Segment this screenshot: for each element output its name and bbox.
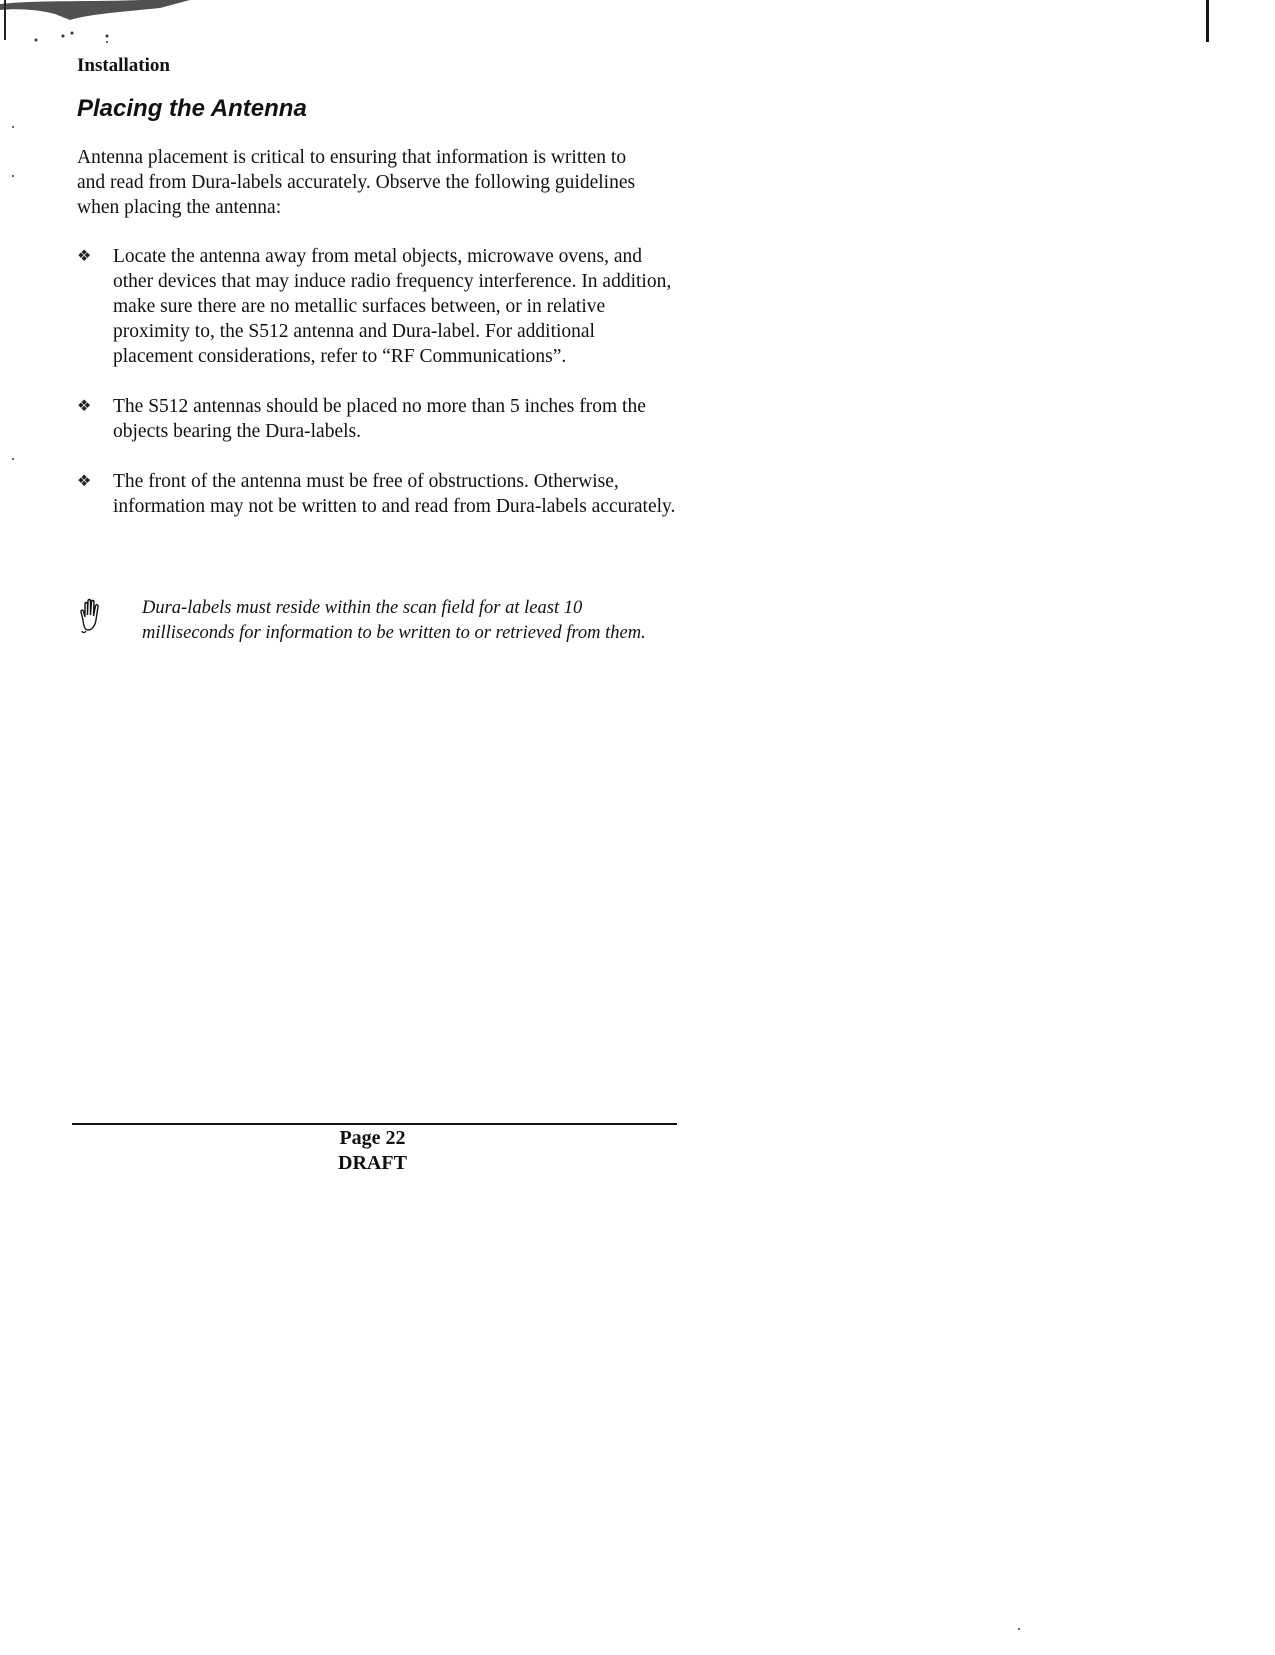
scan-right-edge <box>1206 0 1209 42</box>
scan-speck <box>12 126 14 128</box>
intro-paragraph: Antenna placement is critical to ensuring that information is written to and read from Dura-labels accurately. Observe the following guidelines when placing the antenna: <box>77 147 636 218</box>
scan-speck <box>12 175 14 177</box>
list-item <box>77 469 677 519</box>
footer-divider <box>72 1123 677 1125</box>
diamond-bullet-icon: ❖ <box>77 248 92 265</box>
draft-label: DRAFT <box>338 1152 407 1174</box>
bullet-text: Locate the antenna away from metal objects, microwave ovens, and other devices that may induce radio frequency interference. In addition, make sure there are no metallic surfaces between, or in relative proximity to, the S512 antenna and Dura-label. For additional placement considerations, refer to “RF Communications”. <box>113 246 672 367</box>
list-item <box>77 394 677 444</box>
diamond-bullet-icon: ❖ <box>77 398 92 415</box>
guideline-list <box>77 244 677 544</box>
page-number: Page 22 <box>339 1127 406 1149</box>
note-text: Dura-labels must reside within the scan field for at least 10 milliseconds for information to be written to or retrieved from them. <box>142 598 646 643</box>
bullet-text: The front of the antenna must be free of obstructions. Otherwise, information may not be written to and read from Dura-labels accurately. <box>113 471 676 517</box>
note-callout <box>77 596 677 646</box>
hand-icon <box>77 598 107 634</box>
scan-left-edge <box>4 0 6 40</box>
scan-artifact <box>0 0 210 50</box>
bullet-text: The S512 antennas should be placed no more than 5 inches from the objects bearing the Dura-labels. <box>113 396 646 442</box>
list-item <box>77 244 677 369</box>
scan-speck <box>1018 1628 1020 1630</box>
diamond-bullet-icon: ❖ <box>77 473 92 490</box>
scan-speck <box>12 458 14 460</box>
section-label: Installation <box>77 55 170 76</box>
page-title: Placing the Antenna <box>77 95 307 122</box>
